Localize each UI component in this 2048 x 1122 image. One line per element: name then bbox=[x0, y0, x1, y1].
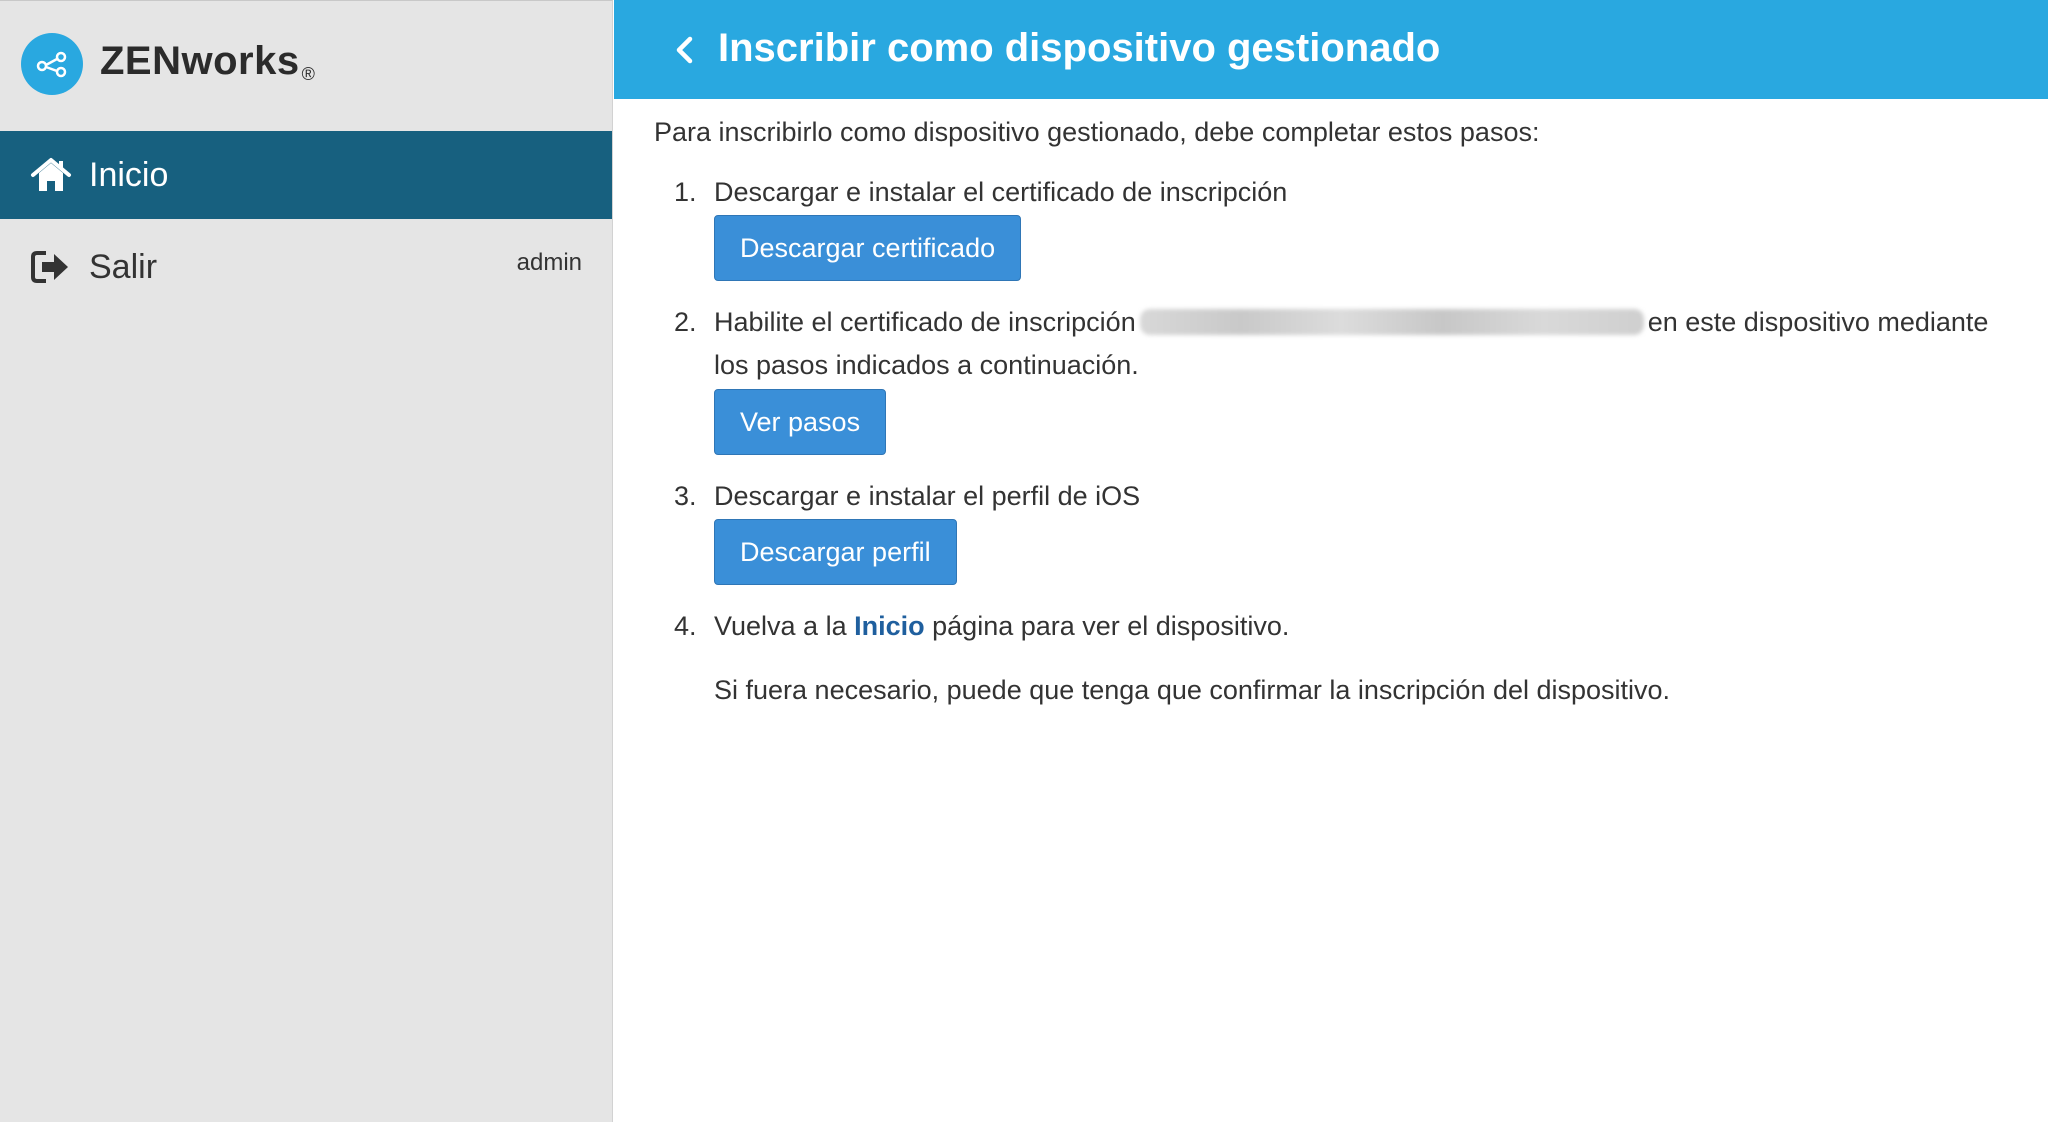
step-text-after: en este dispositivo mediante bbox=[1647, 307, 1989, 337]
logout-icon bbox=[29, 247, 73, 287]
home-icon bbox=[29, 155, 73, 195]
sidebar-item-inicio[interactable] bbox=[0, 131, 612, 219]
redacted-server-address bbox=[1140, 309, 1644, 335]
page-title: Inscribir como dispositivo gestionado bbox=[718, 26, 1441, 70]
back-button[interactable] bbox=[666, 30, 702, 70]
main-content bbox=[614, 99, 2048, 1122]
step-text-before: Vuelva a la bbox=[714, 611, 847, 641]
username-label: admin bbox=[516, 249, 582, 276]
confirmation-note: Si fuera necesario, puede que tenga que confirmar la inscripción del dispositivo. bbox=[714, 675, 1671, 705]
step-number: 1. bbox=[674, 177, 697, 207]
step-number: 2. bbox=[674, 307, 697, 337]
sidebar-item-salir[interactable] bbox=[0, 223, 612, 311]
home-link[interactable]: Inicio bbox=[854, 611, 925, 641]
step-text: Descargar e instalar el perfil de iOS bbox=[714, 481, 1141, 511]
step-text bbox=[714, 307, 1988, 338]
step-number: 3. bbox=[674, 481, 697, 511]
download-certificate-button[interactable]: Descargar certificado bbox=[714, 215, 1021, 281]
brand-name bbox=[100, 39, 315, 85]
sidebar-item-label: Salir bbox=[89, 247, 158, 286]
sidebar bbox=[0, 0, 613, 1122]
view-steps-button[interactable]: Ver pasos bbox=[714, 389, 886, 455]
zenworks-logo-icon bbox=[21, 33, 83, 95]
step-text-line2: los pasos indicados a continuación. bbox=[714, 350, 1139, 380]
step-text bbox=[714, 611, 1289, 642]
brand-name-text: ZENworks bbox=[100, 39, 300, 83]
step-number: 4. bbox=[674, 611, 697, 641]
chevron-left-icon bbox=[673, 35, 695, 65]
step-text-after: página para ver el dispositivo. bbox=[932, 611, 1290, 641]
step-text: Descargar e instalar el certificado de inscripción bbox=[714, 177, 1288, 207]
intro-text: Para inscribirlo como dispositivo gestionado, debe completar estos pasos: bbox=[654, 117, 1540, 147]
sidebar-item-label: Inicio bbox=[89, 155, 169, 194]
step-text-before: Habilite el certificado de inscripción bbox=[714, 307, 1136, 337]
registered-mark: ® bbox=[301, 64, 316, 84]
page-header bbox=[614, 0, 2048, 99]
download-profile-button[interactable]: Descargar perfil bbox=[714, 519, 957, 585]
brand bbox=[0, 1, 612, 131]
